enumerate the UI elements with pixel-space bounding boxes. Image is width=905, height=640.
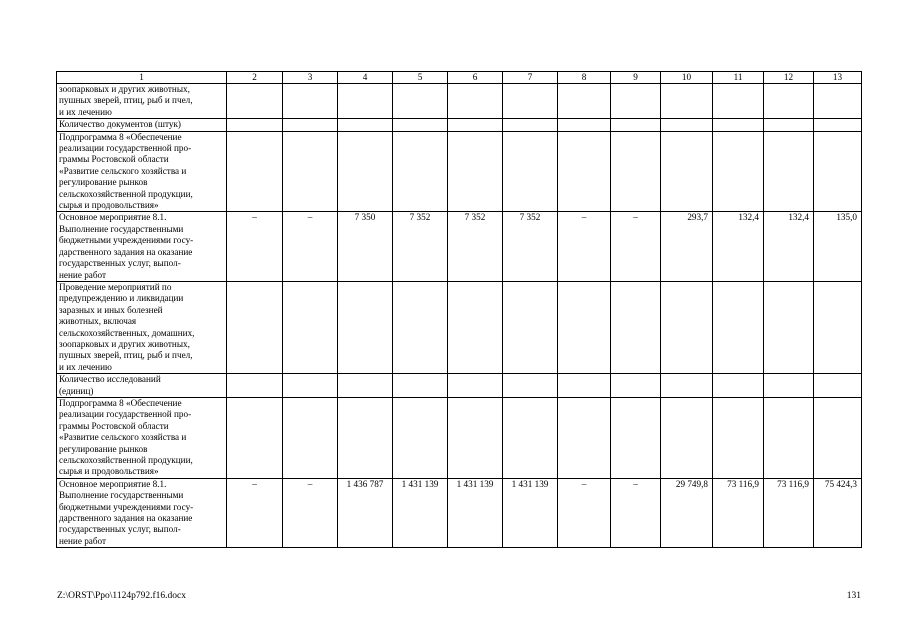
column-header: 9 (611, 72, 661, 84)
column-header: 5 (393, 72, 448, 84)
table-cell (764, 131, 814, 212)
description-line: Основное мероприятие 8.1. (59, 478, 167, 489)
table-cell (814, 119, 862, 131)
description-line: (единиц) (59, 385, 94, 396)
table-cell (448, 281, 503, 373)
table-cell: 7 352 (448, 212, 503, 281)
table-cell: 132,4 (764, 212, 814, 281)
table-cell (393, 131, 448, 212)
table-cell (611, 374, 661, 398)
table-cell: 132,4 (713, 212, 764, 281)
row-description (57, 84, 227, 119)
table-cell (814, 281, 862, 373)
description-line: бюджетными учреждениями госу- (59, 235, 194, 246)
table-cell (283, 131, 338, 212)
footer-page-number: 131 (846, 591, 861, 601)
table-cell (283, 119, 338, 131)
table-cell (558, 281, 611, 373)
table-row (57, 478, 862, 547)
table-cell (713, 397, 764, 478)
table-cell: 75 424,3 (814, 478, 862, 547)
description-line: дарственного задания на оказание (59, 513, 193, 524)
table-cell (503, 374, 558, 398)
column-header: 8 (558, 72, 611, 84)
description-line: Подпрограмма 8 «Обеспечение (59, 131, 182, 142)
table-cell (764, 281, 814, 373)
table-cell (558, 131, 611, 212)
table-body (57, 72, 862, 548)
table-cell: 1 431 139 (448, 478, 503, 547)
table-cell (713, 84, 764, 119)
table-cell (448, 84, 503, 119)
table-cell (227, 374, 283, 398)
table-cell (338, 281, 393, 373)
description-line: пушных зверей, птиц, рыб и пчел, (59, 95, 193, 106)
column-header: 3 (283, 72, 338, 84)
table-row (57, 119, 862, 131)
description-line: пушных зверей, птиц, рыб и пчел, (59, 350, 193, 361)
table-cell (814, 84, 862, 119)
table-cell: 73 116,9 (713, 478, 764, 547)
table-cell (611, 397, 661, 478)
description-line: Выполнение государственными (59, 490, 184, 501)
description-line: Подпрограмма 8 «Обеспечение (59, 397, 182, 408)
column-header: 4 (338, 72, 393, 84)
description-line: государственных услуг, выпол- (59, 258, 181, 269)
row-description (57, 131, 227, 212)
table-cell (713, 374, 764, 398)
table-cell (393, 119, 448, 131)
table-cell (661, 131, 713, 212)
table-cell: – (558, 478, 611, 547)
table-row (57, 397, 862, 478)
description-line: дарственного задания на оказание (59, 246, 193, 257)
table-cell (764, 374, 814, 398)
table-cell (283, 397, 338, 478)
description-line: Количество исследований (59, 374, 161, 385)
column-header: 11 (713, 72, 764, 84)
table-cell (393, 281, 448, 373)
row-description (57, 397, 227, 478)
description-line: реализации государственной про- (59, 143, 192, 154)
row-description (57, 212, 227, 281)
table-cell (611, 119, 661, 131)
description-line: сельскохозяйственной продукции, (59, 455, 193, 465)
table-cell (503, 84, 558, 119)
table-cell: 1 431 139 (393, 478, 448, 547)
table-cell (558, 374, 611, 398)
description-line: граммы Ростовской области (59, 420, 169, 431)
column-header: 10 (661, 72, 713, 84)
table-cell: – (558, 212, 611, 281)
table-cell: 135,0 (814, 212, 862, 281)
table-cell: – (227, 212, 283, 281)
table-cell (661, 281, 713, 373)
table-cell: 1 431 139 (503, 478, 558, 547)
table-cell (764, 119, 814, 131)
description-line: зоопарковых и других животных, (59, 84, 190, 94)
table-cell (814, 131, 862, 212)
description-line: нение работ (59, 269, 107, 280)
description-line: граммы Ростовской области (59, 154, 169, 165)
description-line: и их лечению (59, 106, 112, 117)
table-cell (713, 281, 764, 373)
row-description (57, 119, 227, 131)
description-line: предупреждению и ликвидации (59, 293, 184, 304)
description-line: нение работ (59, 535, 107, 546)
column-header: 13 (814, 72, 862, 84)
table-cell: 293,7 (661, 212, 713, 281)
table-cell (814, 397, 862, 478)
table-cell (393, 374, 448, 398)
table-cell (713, 131, 764, 212)
table-cell: – (283, 212, 338, 281)
table-cell (661, 374, 713, 398)
table-cell (814, 374, 862, 398)
table-cell (558, 84, 611, 119)
table-cell (764, 397, 814, 478)
table-row (57, 374, 862, 398)
table-cell (283, 84, 338, 119)
table-cell: 1 436 787 (338, 478, 393, 547)
table-header-row (57, 72, 862, 84)
table-cell (661, 84, 713, 119)
footer-file-path: Z:\ORST\Ppo\1124p792.f16.docx (57, 591, 186, 601)
data-table (56, 71, 862, 548)
column-header: 12 (764, 72, 814, 84)
description-line: «Развитие сельского хозяйства и (59, 165, 187, 176)
description-line: зоопарковых и других животных, (59, 338, 190, 349)
table-cell (448, 131, 503, 212)
table-cell: 73 116,9 (764, 478, 814, 547)
table-cell (503, 281, 558, 373)
description-line: сырья и продовольствия» (59, 466, 159, 477)
table-cell: – (611, 478, 661, 547)
table-cell: 7 350 (338, 212, 393, 281)
description-line: сырья и продовольствия» (59, 200, 159, 211)
table-row (57, 212, 862, 281)
table-cell (448, 397, 503, 478)
table-cell: 7 352 (503, 212, 558, 281)
table-cell (661, 397, 713, 478)
table-cell (227, 281, 283, 373)
table-cell (611, 84, 661, 119)
table-cell (713, 119, 764, 131)
table-cell (227, 131, 283, 212)
table-row (57, 281, 862, 373)
table-row (57, 84, 862, 119)
description-line: Количество документов (штук) (59, 119, 181, 130)
column-header: 6 (448, 72, 503, 84)
table-cell (338, 84, 393, 119)
table-cell (558, 119, 611, 131)
table-cell: – (283, 478, 338, 547)
table-cell (393, 84, 448, 119)
description-line: реализации государственной про- (59, 409, 192, 420)
description-line: заразных и иных болезней (59, 304, 163, 315)
table-cell: – (611, 212, 661, 281)
description-line: регулирование рынков (59, 443, 148, 454)
table-cell (503, 397, 558, 478)
description-line: государственных услуг, выпол- (59, 524, 181, 535)
description-line: животных, включая (59, 316, 137, 327)
table-cell (227, 119, 283, 131)
description-line: Выполнение государственными (59, 223, 184, 234)
table-cell (338, 131, 393, 212)
column-header: 1 (57, 72, 227, 84)
table-row (57, 131, 862, 212)
table-cell (503, 119, 558, 131)
table-cell (558, 397, 611, 478)
table-cell (227, 397, 283, 478)
table-cell (283, 374, 338, 398)
column-header: 7 (503, 72, 558, 84)
description-line: бюджетными учреждениями госу- (59, 501, 194, 512)
description-line: сельскохозяйственной продукции, (59, 188, 193, 199)
description-line: Проведение мероприятий по (59, 281, 172, 292)
table-cell (338, 374, 393, 398)
description-line: «Развитие сельского хозяйства и (59, 432, 187, 443)
description-line: сельскохозяйственных, домашних, (59, 327, 195, 338)
table-cell (764, 84, 814, 119)
table-cell: 29 749,8 (661, 478, 713, 547)
table-cell (338, 119, 393, 131)
row-description (57, 374, 227, 398)
table-cell: 7 352 (393, 212, 448, 281)
table-cell (393, 397, 448, 478)
table-cell (611, 131, 661, 212)
table-cell (661, 119, 713, 131)
description-line: и их лечению (59, 361, 112, 372)
table-cell (283, 281, 338, 373)
table-cell (227, 84, 283, 119)
row-description (57, 281, 227, 373)
table-cell (338, 397, 393, 478)
column-header: 2 (227, 72, 283, 84)
table-cell (503, 131, 558, 212)
description-line: регулирование рынков (59, 177, 148, 188)
table-cell (448, 119, 503, 131)
table-cell: – (227, 478, 283, 547)
table-cell (448, 374, 503, 398)
table-cell (611, 281, 661, 373)
row-description (57, 478, 227, 547)
description-line: Основное мероприятие 8.1. (59, 212, 167, 223)
